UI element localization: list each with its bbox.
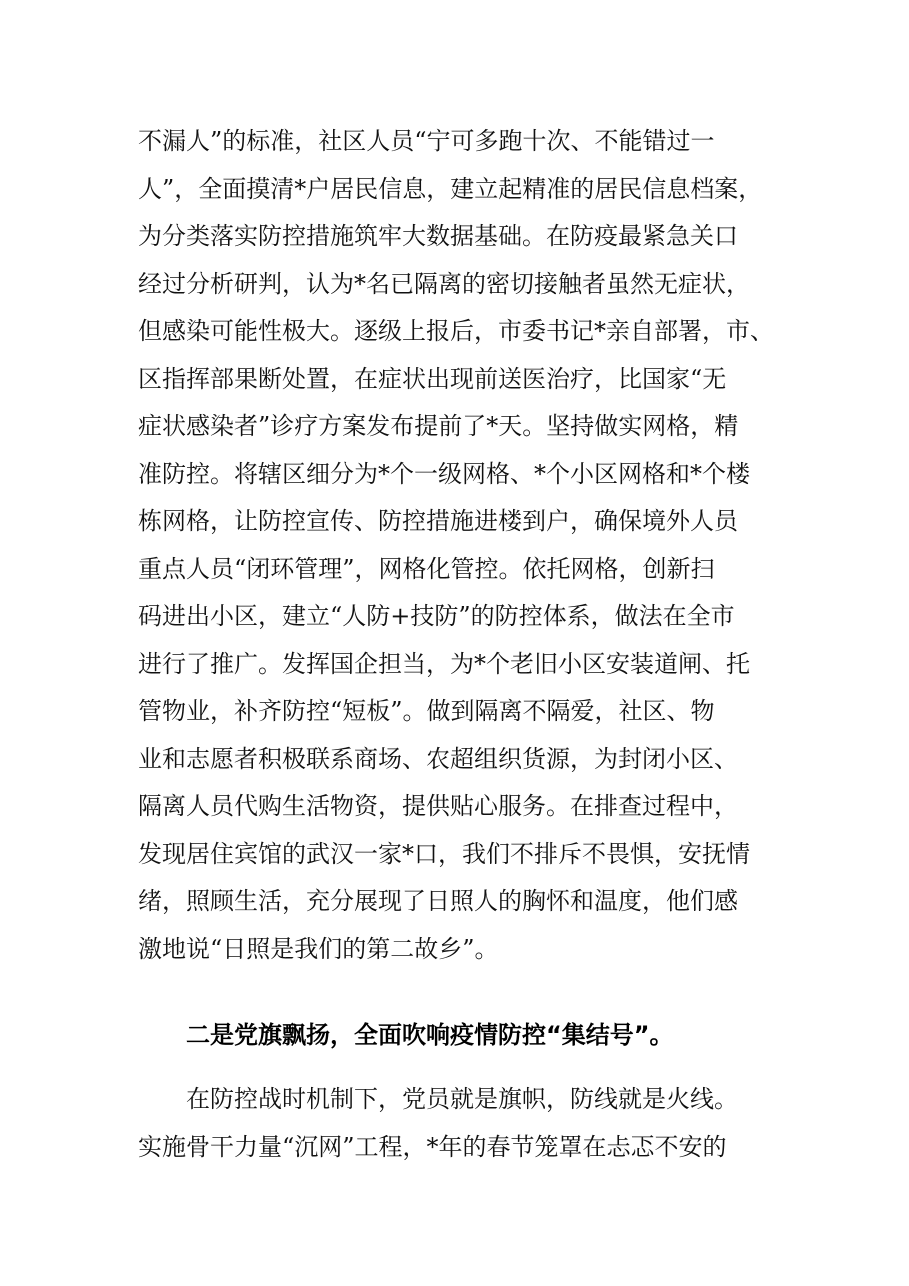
text-line: 业和志愿者积极联系商场、农超组织货源，为封闭小区、 <box>138 744 738 773</box>
text-line: 准防控。将辖区细分为*个一级网格、*个小区网格和*个楼 <box>138 459 750 488</box>
text-line: 在防控战时机制下，党员就是旗帜，防线就是火线。 <box>138 1085 738 1113</box>
text-line: 隔离人员代购生活物资，提供贴心服务。在排查过程中， <box>138 792 738 820</box>
text-line: 绪，照顾生活，充分展现了日照人的胸怀和温度，他们感 <box>138 887 738 915</box>
body-paragraph-1 <box>138 118 798 973</box>
body-paragraph-2 <box>138 1076 798 1171</box>
text-line: 经过分析研判，认为*名已隔离的密切接触者虽然无症状， <box>138 269 750 298</box>
text-line: 人”，全面摸清*户居民信息，建立起精准的居民信息档案， <box>138 174 763 203</box>
text-line: 栋网格，让防控宣传、防控措施进楼到户，确保境外人员 <box>138 507 738 535</box>
text-line: 进行了推广。发挥国企担当，为*个老旧小区安装道闸、托 <box>138 649 750 678</box>
section-heading: 二是党旗飘扬，全面吹响疫情防控“集结号”。 <box>186 1021 674 1049</box>
text-line: 发现居住宾馆的武汉一家*口，我们不排斥不畏惧，安抚情 <box>138 839 750 868</box>
text-line: 重点人员“闭环管理”，网格化管控。依托网格，创新扫 <box>138 554 715 583</box>
text-line: 不漏人”的标准，社区人员“宁可多跑十次、不能错过一 <box>138 127 715 155</box>
text-line: 激地说“日照是我们的第二故乡”。 <box>138 934 499 963</box>
text-line: 管物业，补齐防控“短板”。做到隔离不隔爱，社区、物 <box>138 697 715 725</box>
text-line: 为分类落实防控措施筑牢大数据基础。在防疫最紧急关口 <box>138 222 738 250</box>
text-line: 但感染可能性极大。逐级上报后，市委书记*亲自部署，市、 <box>138 317 774 345</box>
text-line: 码进出小区，建立“人防+技防”的防控体系，做法在全市 <box>138 602 735 630</box>
text-line: 实施骨干力量“沉网”工程，*年的春节笼罩在忐忑不安的 <box>138 1132 727 1161</box>
text-line: 区指挥部果断处置，在症状出现前送医治疗，比国家“无 <box>138 364 727 393</box>
text-line: 症状感染者”诊疗方案发布提前了*天。坚持做实网格，精 <box>138 412 739 440</box>
